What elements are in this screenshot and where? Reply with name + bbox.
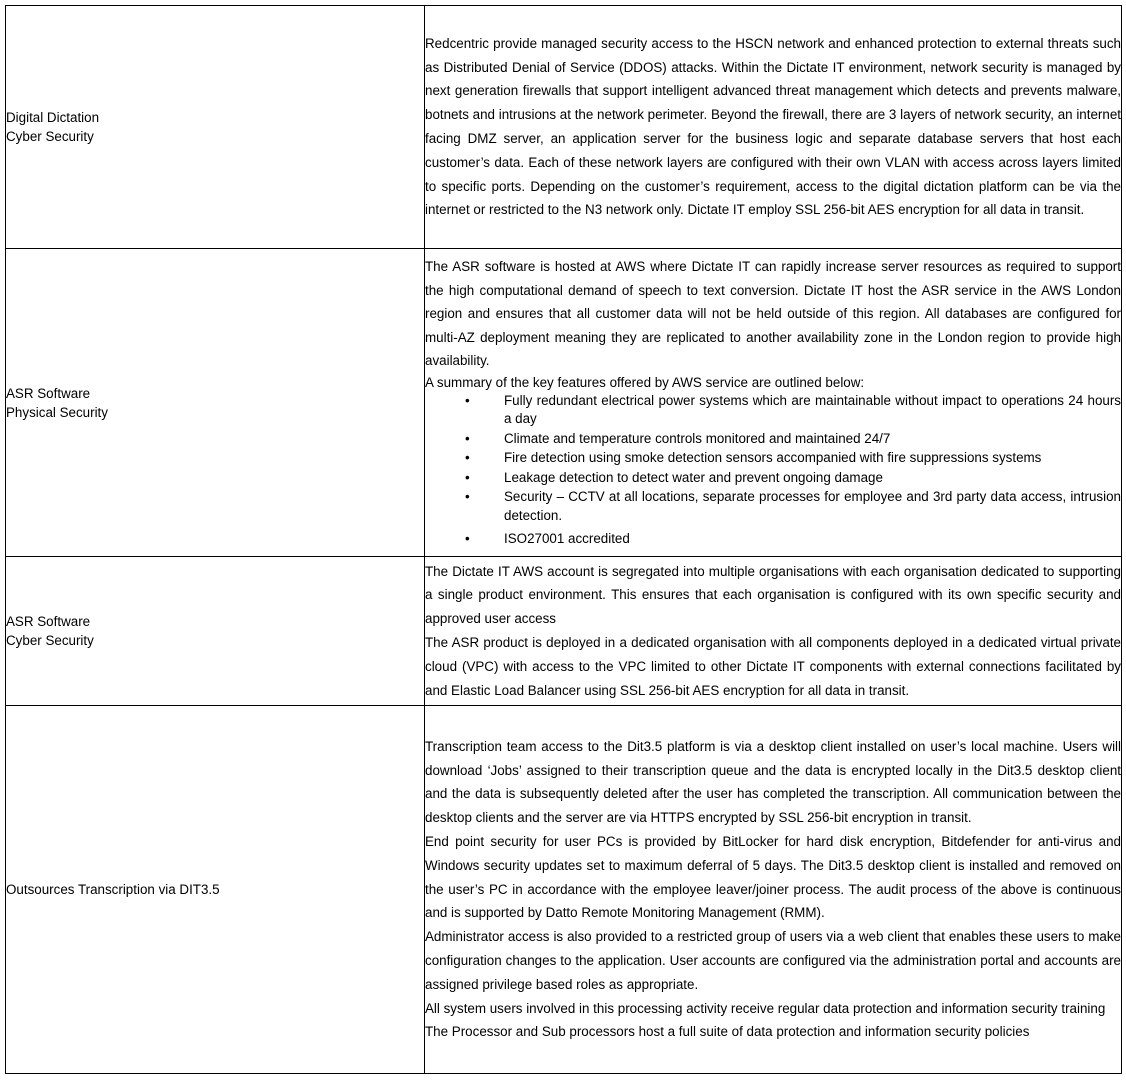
paragraph: The ASR product is deployed in a dedicated organisation with all components deployed in a dedicated virtual private cloud (VPC) with access to the VPC limited to other Dictate IT components with external connections facilitated by and Elastic Load Balancer using SSL 256-bit AES encryption for all data in transit. <box>425 635 1121 698</box>
row-label-line: Physical Security <box>6 404 108 420</box>
bullet-icon: • <box>465 392 470 408</box>
row-label-line: Cyber Security <box>6 633 94 648</box>
list-item <box>425 469 1121 488</box>
list-item-text: Leakage detection to detect water and prevent ongoing damage <box>504 469 883 485</box>
bullet-icon: • <box>465 430 470 446</box>
row-content-cell <box>425 6 1122 249</box>
row-label-line: ASR Software <box>6 614 91 629</box>
paragraph: A summary of the key features offered by AWS service are outlined below: <box>425 374 865 390</box>
paragraph: All system users involved in this processing activity receive regular data protection and information security training <box>425 1000 1106 1016</box>
row-label-cell <box>6 557 425 706</box>
list-item <box>425 392 1121 429</box>
paragraph: Administrator access is also provided to a restricted group of users via a web client that enables these users to make configuration changes to the application. User accounts are configured via the administration portal and accounts are assigned privilege based roles as appropriate. <box>425 929 1121 992</box>
list-item <box>425 430 1121 449</box>
bullet-icon: • <box>465 531 470 547</box>
paragraph: The Dictate IT AWS account is segregated into multiple organisations with each organisation dedicated to supporting a single product environment. This ensures that each organisation is configured with its own specific security and approved user access <box>425 563 1121 627</box>
list-item-text: ISO27001 accredited <box>504 531 630 547</box>
bullet-icon: • <box>465 489 470 505</box>
row-label-line: Outsources Transcription via DIT3.5 <box>6 882 220 897</box>
row-label-cell <box>6 6 425 249</box>
paragraph: End point security for user PCs is provided by BitLocker for hard disk encryption, Bitdefender for anti-virus and Windows security updates set to maximum deferral of 5 days. The Dit3.5 desktop client is installed and removed on the user’s PC in accordance with the employee leaver/joiner process. The audit process of the above is continuous and is supported by Datto Remote Monitoring Management (RMM). <box>425 834 1121 921</box>
row-label-cell <box>6 249 425 557</box>
list-item-text: Fire detection using smoke detection sensors accompanied with fire suppressions systems <box>504 450 1042 466</box>
list-item-text: Climate and temperature controls monitored and maintained 24/7 <box>504 430 891 446</box>
row-content-cell <box>425 249 1122 557</box>
table-row <box>6 557 1122 706</box>
list-item <box>425 488 1121 525</box>
row-label-line: Cyber Security <box>6 129 94 144</box>
paragraph: Transcription team access to the Dit3.5 platform is via a desktop client installed on user’s local machine. Users will download ‘Jobs’ assigned to their transcription queue and the data is encrypted locally in the Dit3.5 desktop client and the data is subsequently deleted after the user has completed the transcription. All communication between the desktop clients and the server are via HTTPS encrypted by SSL 256-bit encryption in transit. <box>425 738 1121 826</box>
row-label-cell <box>6 706 425 1074</box>
table-row <box>6 6 1122 249</box>
row-content-cell <box>425 706 1122 1074</box>
paragraph: The ASR software is hosted at AWS where Dictate IT can rapidly increase server resources as required to support the high computational demand of speech to text conversion. Dictate IT host the ASR service in the AWS London region and ensures that all customer data will not be held outside of this region. All databases are configured for multi-AZ deployment meaning they are replicated to another availability zone in the London region to provide high availability. <box>425 259 1121 369</box>
list-item-text: Security – CCTV at all locations, separate processes for employee and 3rd party data access, intrusion detection. <box>504 489 1121 523</box>
list-item <box>425 530 1121 549</box>
row-label-line: ASR Software <box>6 385 91 401</box>
bullet-icon: • <box>465 450 470 466</box>
table-row <box>6 249 1122 557</box>
bullet-icon: • <box>465 469 470 485</box>
list-item <box>425 449 1121 468</box>
row-content-cell <box>425 557 1122 706</box>
security-table <box>5 5 1122 1074</box>
feature-list <box>425 392 1121 549</box>
paragraph: Redcentric provide managed security access to the HSCN network and enhanced protection to external threats such as Distributed Denial of Service (DDOS) attacks. Within the Dictate IT environment, network security is managed by next generation firewalls that support intelligent advanced threat management which detects and prevents malware, botnets and intrusions at the network perimeter. Beyond the firewall, there are 3 layers of network security, an internet facing DMZ server, an application server for the business logic and separate database servers that host each customer’s data. Each of these network layers are configured with their own VLAN with access across layers limited to specific ports. Depending on the customer’s requirement, access to the digital dictation platform can be via the internet or restricted to the N3 network only. Dictate IT employ SSL 256-bit AES encryption for all data in transit. <box>425 35 1121 218</box>
row-label-line: Digital Dictation <box>6 110 100 125</box>
paragraph: The Processor and Sub processors host a full suite of data protection and information security policies <box>425 1024 1030 1040</box>
list-item-text: Fully redundant electrical power systems which are maintainable without impact to operations 24 hours a day <box>504 392 1121 427</box>
table-row <box>6 706 1122 1074</box>
